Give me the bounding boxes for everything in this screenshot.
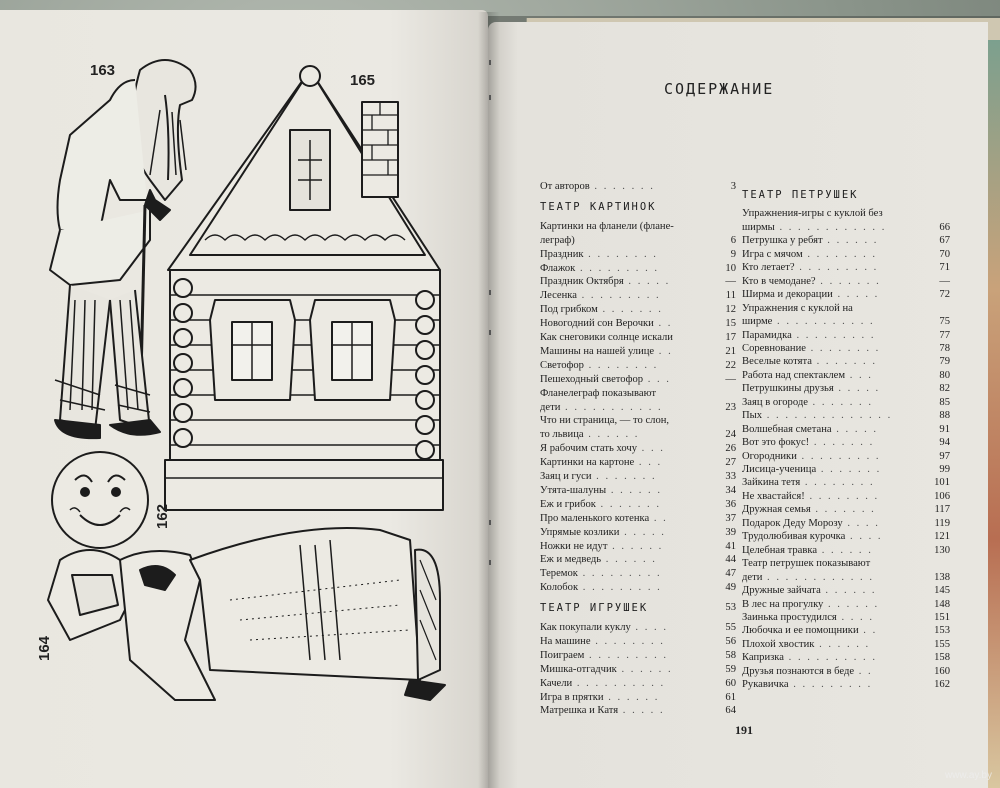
- toc-entry: [742, 357, 877, 368]
- toc-leader-dots: . . . . . . .: [811, 356, 877, 368]
- toc-entry: [742, 331, 875, 342]
- toc-leader-dots: . . .: [637, 443, 665, 455]
- toc-entry-title: Картинки на фланели (флане-: [540, 220, 674, 232]
- toc-leader-dots: . .: [858, 625, 878, 637]
- toc-page-number: 44: [725, 554, 736, 566]
- toc-leader-dots: . . . . . . . .: [804, 490, 880, 502]
- toc-leader-dots: . . . . . .: [603, 691, 660, 703]
- toc-entry-title: то львица: [540, 429, 584, 441]
- toc-entry: [540, 389, 656, 400]
- toc-leader-dots: . .: [653, 318, 673, 330]
- toc-page-number: 34: [725, 484, 736, 496]
- toc-leader-dots: . . . . . . . .: [583, 248, 658, 260]
- toc-column-right: [742, 190, 954, 720]
- toc-entry-title: Дружные зайчата: [742, 585, 821, 597]
- toc-leader-dots: . . . . .: [833, 383, 881, 395]
- toc-entry: [742, 290, 879, 301]
- toc-page-number: 70: [939, 248, 950, 260]
- toc-entry-title: Теремок: [540, 568, 578, 580]
- toc-entry: [540, 277, 670, 288]
- toc-entry-title: Флажок: [540, 262, 576, 274]
- toc-page-number: 88: [939, 410, 950, 422]
- toc-entry-title: Машины на нашей улице: [540, 345, 655, 357]
- toc-page-number: 101: [934, 477, 950, 489]
- toc-entry-title: Упражнения с куклой на: [742, 302, 853, 314]
- puppet-figures-illustration: [0, 0, 488, 788]
- toc-page-number: 80: [939, 369, 950, 381]
- toc-entry-title: Ширма и декорации: [742, 289, 833, 301]
- toc-entry: [742, 519, 880, 530]
- toc-page-number: 26: [725, 443, 736, 455]
- toc-page-number: 153: [934, 625, 950, 637]
- toc-page-number: 9: [730, 248, 736, 260]
- toc-page-number: 155: [934, 638, 950, 650]
- toc-entry: [742, 600, 879, 611]
- toc-leader-dots: . . . . . .: [814, 638, 871, 650]
- toc-entry: [742, 236, 878, 247]
- toc-entry: [742, 586, 877, 597]
- toc-entry-title: Не хвастайся!: [742, 490, 805, 502]
- toc-entry: [540, 569, 662, 580]
- toc-entry: [742, 209, 883, 220]
- toc-leader-dots: . . . .: [836, 611, 874, 623]
- toc-entry-title: Друзья познаются в беде: [742, 665, 855, 677]
- toc-page-number: 21: [725, 345, 736, 357]
- toc-entry: [540, 182, 655, 193]
- toc-leader-dots: . . . . . .: [823, 598, 880, 610]
- toc-entry-title: Светофор: [540, 359, 584, 371]
- toc-entry: [540, 444, 665, 455]
- toc-leader-dots: . . . . .: [831, 423, 879, 435]
- toc-entry: [540, 514, 668, 525]
- toc-leader-dots: . .: [649, 512, 668, 524]
- toc-entry-title: Рукавичка: [742, 679, 789, 691]
- toc-page-number: 60: [725, 677, 736, 689]
- figure-number-165: 165: [350, 72, 376, 89]
- toc-entry-title: Трудолюбивая курочка: [742, 531, 846, 543]
- toc-leader-dots: . . . . . .: [820, 585, 877, 597]
- page-number: 191: [735, 723, 753, 737]
- toc-leader-dots: . . . . . . . . .: [791, 329, 876, 341]
- binding-stitch: [489, 560, 491, 565]
- toc-leader-dots: . . . . . . .: [815, 275, 881, 287]
- toc-entry-title: Я рабочим стать хочу: [540, 443, 638, 455]
- toc-entry: [742, 384, 880, 395]
- toc-entry: [742, 425, 878, 436]
- toc-page-number: 160: [934, 665, 950, 677]
- toc-entry-title: дети: [742, 571, 763, 583]
- toc-entry-title: дети: [540, 401, 561, 413]
- toc-entry-title: Качели: [540, 677, 573, 689]
- toc-section-heading: [540, 202, 657, 214]
- toc-entry: [540, 333, 673, 344]
- toc-page-number: 119: [934, 517, 950, 529]
- toc-entry: [742, 452, 881, 463]
- toc-entry: [742, 559, 870, 570]
- toc-leader-dots: . . . . . . . . .: [576, 290, 661, 302]
- toc-entry-title: Под грибком: [540, 304, 598, 316]
- toc-entry-title: Огородники: [742, 450, 797, 462]
- toc-leader-dots: . .: [854, 665, 873, 677]
- toc-entry: [742, 398, 873, 409]
- toc-page-number: 145: [934, 585, 950, 597]
- toc-entry-title: Еж и грибок: [540, 498, 596, 510]
- toc-entry-title: Новогодний сон Верочки: [540, 318, 654, 330]
- toc-entry: [540, 706, 665, 717]
- toc-entry-title: Упрямые козлики: [540, 526, 620, 538]
- toc-entry-title: Праздник Октября: [540, 276, 624, 288]
- toc-page-number: 41: [725, 540, 736, 552]
- toc-entry-title: В лес на прогулку: [742, 598, 824, 610]
- toc-leader-dots: . . . . . . .: [595, 498, 661, 510]
- toc-page-number: 162: [934, 679, 950, 691]
- toc-leader-dots: . . . . . . .: [816, 464, 882, 475]
- toc-page-number: 53: [725, 602, 736, 614]
- toc-page-number: 10: [725, 262, 736, 274]
- toc-leader-dots: . . . . . . .: [807, 396, 873, 408]
- toc-entry: [540, 347, 673, 358]
- toc-page-number: 6: [730, 234, 736, 246]
- toc-entry-title: ТЕАТР ИГРУШЕК: [540, 602, 649, 615]
- toc-entry: [540, 555, 657, 566]
- toc-leader-dots: . . . .: [630, 622, 668, 633]
- toc-entry: [742, 653, 877, 664]
- toc-page-number: 91: [939, 423, 950, 435]
- toc-leader-dots: . . . . . . . . . . . .: [774, 221, 887, 233]
- toc-entry: [742, 626, 877, 637]
- toc-entry-title: Игра в прятки: [540, 691, 604, 703]
- toc-entry: [540, 403, 663, 414]
- toc-leader-dots: . . . . . .: [607, 540, 664, 552]
- toc-page-number: 148: [934, 598, 950, 610]
- toc-entry: [540, 264, 659, 275]
- kolobok-figure: [52, 452, 148, 548]
- toc-entry-title: ТЕАТР КАРТИНОК: [540, 200, 657, 213]
- toc-entry-title: Капризка: [742, 652, 784, 664]
- toc-entry-title: ширме: [742, 316, 773, 328]
- toc-entry: [540, 361, 658, 372]
- toc-entry: [540, 693, 659, 704]
- toc-page-number: 66: [939, 221, 950, 233]
- toc-page-number: 121: [934, 531, 950, 543]
- figure-number-164: 164: [36, 635, 54, 662]
- toc-entry-title: Как покупали куклу: [540, 622, 631, 633]
- toc-entry-title: Упражнения-игры с куклой без: [742, 208, 883, 220]
- toc-leader-dots: . . . . . . . . . .: [784, 652, 877, 664]
- toc-entry-title: Пых: [742, 410, 763, 422]
- toc-entry: [742, 532, 883, 543]
- toc-entry-title: Соревнование: [742, 342, 806, 354]
- toc-page-number: 130: [934, 544, 950, 556]
- toc-entry-title: Плохой хвостик: [742, 638, 815, 650]
- toc-entry: [540, 250, 658, 261]
- toc-page-number: 59: [725, 663, 736, 675]
- toc-entry: [540, 623, 668, 634]
- toc-page-number: 17: [725, 332, 736, 343]
- toc-entry-title: Театр петрушек показывают: [742, 558, 871, 570]
- figure-number-163: 163: [90, 62, 116, 79]
- toc-page-number: 97: [939, 450, 950, 462]
- toc-entry: [540, 236, 575, 247]
- toc-page-number: 82: [939, 383, 950, 395]
- toc-leader-dots: . . . . . . . . .: [794, 262, 879, 274]
- toc-entry: [540, 291, 661, 302]
- toc-section-heading: [540, 603, 648, 615]
- toc-entry-title: Волшебная сметана: [742, 423, 832, 435]
- toc-page-number: 11: [725, 290, 736, 302]
- toc-page-number: 12: [725, 304, 736, 316]
- toc-entry: [540, 458, 662, 469]
- toc-page-number: 77: [939, 329, 950, 341]
- toc-entry-title: Картинки на картоне: [540, 457, 635, 469]
- toc-page-number: 49: [725, 582, 736, 594]
- toc-entry-title: Заяц и гуси: [540, 471, 592, 482]
- figure-number-162: 162: [154, 503, 172, 530]
- toc-entry-title: Дружная семья: [742, 504, 811, 516]
- toc-page-number: 39: [725, 526, 736, 538]
- toc-leader-dots: . . . . . . . .: [583, 359, 659, 371]
- toc-page-number: 72: [939, 289, 950, 301]
- toc-entry: [742, 478, 875, 489]
- toc-page-number: —: [939, 275, 950, 287]
- toc-leader-dots: . . . . . . . .: [590, 635, 665, 647]
- toc-entry-title: Праздник: [540, 248, 584, 260]
- toc-leader-dots: . .: [654, 345, 673, 357]
- toc-leader-dots: . . . . .: [623, 276, 671, 288]
- wooden-house-figure: [165, 66, 443, 510]
- toc-entry: [742, 667, 873, 678]
- toc-entry-title: Парамидка: [742, 329, 792, 341]
- toc-entry: [742, 344, 880, 355]
- toc-entry-title: Еж и медведь: [540, 554, 602, 566]
- toc-entry: [540, 416, 669, 427]
- toc-leader-dots: . . . . .: [618, 705, 665, 717]
- toc-entry-title: Заинька простудился: [742, 611, 837, 623]
- toc-entry-title: Фланелеграф показывают: [540, 387, 656, 399]
- toc-entry: [742, 317, 875, 328]
- toc-page-number: 23: [725, 401, 736, 413]
- toc-entry-title: Вот это фокус!: [742, 437, 810, 449]
- toc-leader-dots: . . . . . . .: [809, 437, 875, 449]
- grandmother-figure: [48, 528, 445, 700]
- toc-leader-dots: . . . . . . . .: [800, 477, 875, 489]
- toc-section-heading: [742, 190, 859, 202]
- toc-page-number: 99: [939, 464, 950, 475]
- toc-leader-dots: . . . . . . . . .: [584, 649, 669, 661]
- toc-entry-title: Лисица-ученица: [742, 464, 817, 475]
- toc-entry-title: Веселые котята: [742, 356, 812, 368]
- toc-entry-title: Заяц в огороде: [742, 396, 808, 408]
- toc-entry-title: ТЕАТР ПЕТРУШЕК: [742, 189, 859, 201]
- toc-page-number: 61: [725, 691, 736, 703]
- toc-leader-dots: . . . .: [842, 517, 880, 529]
- toc-entry: [742, 465, 881, 476]
- toc-entry-title: Лесенка: [540, 290, 577, 302]
- toc-leader-dots: . . . . . . . .: [805, 342, 881, 354]
- toc-entry: [540, 222, 674, 233]
- binding-stitch: [489, 95, 491, 100]
- toc-page-number: 138: [934, 571, 950, 583]
- toc-page-number: 47: [725, 568, 736, 580]
- toc-page-number: 27: [725, 457, 736, 469]
- toc-entry: [742, 546, 873, 557]
- toc-page-number: 33: [725, 471, 736, 482]
- toc-page-number: 24: [725, 429, 736, 441]
- toc-entry: [540, 486, 662, 497]
- toc-leader-dots: . . . . . . . . . . . .: [762, 571, 874, 583]
- toc-page-number: 58: [725, 649, 736, 661]
- toc-entry: [540, 305, 663, 316]
- toc-entry: [742, 680, 872, 691]
- toc-entry-title: От авторов: [540, 181, 590, 192]
- toc-entry: [742, 613, 874, 624]
- toc-entry: [540, 542, 663, 553]
- toc-entry-title: Утята-шалуны: [540, 484, 607, 496]
- toc-page-number: —: [725, 276, 736, 288]
- toc-leader-dots: . . . . . .: [822, 235, 879, 247]
- toc-leader-dots: . . .: [634, 457, 663, 469]
- toc-leader-dots: . . . . . .: [601, 554, 657, 566]
- toc-leader-dots: . . . . . . . . . . .: [560, 401, 663, 413]
- toc-page-number: 64: [725, 705, 736, 717]
- toc-entry: [540, 472, 657, 483]
- toc-leader-dots: . . . . . . . .: [802, 248, 878, 260]
- toc-page-number: 94: [939, 437, 950, 449]
- toc-leader-dots: . . . . . .: [616, 663, 673, 675]
- toc-page-number: 3: [730, 181, 736, 192]
- toc-leader-dots: . . . . . .: [583, 429, 640, 441]
- toc-page-number: 117: [934, 504, 950, 516]
- toc-leader-dots: . . .: [643, 373, 671, 385]
- toc-page-number: 106: [934, 490, 950, 502]
- toc-entry-title: Целебная травка: [742, 544, 818, 556]
- toc-leader-dots: . . . . .: [619, 526, 666, 538]
- toc-entry-title: Зайкина тетя: [742, 477, 801, 489]
- toc-entry-title: Про маленького котенка: [540, 512, 650, 524]
- toc-entry: [540, 430, 639, 441]
- toc-entry-title: Петрушкины друзья: [742, 383, 834, 395]
- toc-page-number: 67: [939, 235, 950, 247]
- toc-entry-title: Любочка и ее помощники: [742, 625, 859, 637]
- binding-stitch: [489, 330, 491, 335]
- toc-entry-title: Кто летает?: [742, 262, 795, 274]
- toc-page-number: 79: [939, 356, 950, 368]
- toc-leader-dots: . . . . . .: [817, 544, 873, 556]
- toc-entry: [540, 665, 673, 676]
- toc-entry-title: Пешеходный светофор: [540, 373, 644, 385]
- toc-entry: [742, 438, 874, 449]
- toc-leader-dots: . . . .: [845, 531, 883, 543]
- toc-page-number: 37: [725, 512, 736, 524]
- toc-title: СОДЕРЖАНИЕ: [664, 80, 775, 98]
- toc-leader-dots: . . . . . . . . .: [578, 582, 662, 594]
- toc-leader-dots: . . . . . . . . . . . . . .: [762, 410, 893, 422]
- toc-leader-dots: . . . . . . . . .: [796, 450, 881, 462]
- binding-stitch: [489, 520, 491, 525]
- toc-entry: [742, 640, 870, 651]
- toc-entry: [742, 277, 881, 288]
- toc-page-number: 56: [725, 635, 736, 647]
- toc-leader-dots: . . . . . . . . . .: [572, 677, 666, 689]
- toc-entry: [540, 500, 661, 511]
- toc-page-number: 15: [725, 318, 736, 330]
- toc-entry-title: Что ни страница, — то слон,: [540, 415, 670, 427]
- toc-leader-dots: . . . . . . .: [810, 504, 876, 516]
- toc-page-number: —: [725, 373, 736, 385]
- binding-stitch: [489, 60, 491, 65]
- toc-entry-title: Работа над спектаклем: [742, 369, 846, 381]
- toc-entry: [742, 223, 886, 234]
- toc-entry-title: ширмы: [742, 221, 775, 233]
- toc-leader-dots: . . . . . . . . . . .: [772, 316, 875, 328]
- toc-entry-title: Ножки не идут: [540, 540, 608, 552]
- toc-leader-dots: . . . . . . . . .: [575, 262, 660, 274]
- toc-leader-dots: . . . . . . . . .: [788, 679, 873, 691]
- toc-page-number: 22: [725, 359, 736, 371]
- toc-entry-title: Как снеговики солнце искали: [540, 332, 673, 343]
- toc-entry: [540, 583, 662, 594]
- toc-page-number: 78: [939, 342, 950, 354]
- toc-leader-dots: . . . . .: [832, 289, 880, 301]
- watermark: www.ay.by: [944, 770, 992, 781]
- toc-page-number: 151: [934, 611, 950, 623]
- toc-column-left: [540, 182, 740, 722]
- toc-leader-dots: . . . . . . .: [597, 304, 663, 316]
- toc-entry: [540, 637, 665, 648]
- toc-entry-title: Колобок: [540, 582, 579, 594]
- toc-leader-dots: . . . . . . .: [589, 181, 655, 192]
- toc-entry: [540, 375, 671, 386]
- toc-entry: [742, 371, 873, 382]
- toc-entry-title: Кто в чемодане?: [742, 275, 816, 287]
- toc-page-number: 36: [725, 498, 736, 510]
- toc-entry-title: леграф): [540, 234, 575, 246]
- toc-page-number: 158: [934, 652, 950, 664]
- binding-stitch: [489, 290, 491, 295]
- toc-entry: [742, 505, 876, 516]
- toc-entry: [742, 411, 892, 422]
- toc-entry-title: Мишка-отгадчик: [540, 663, 617, 675]
- toc-entry: [540, 528, 666, 539]
- toc-entry: [742, 492, 879, 503]
- toc-page-number: 85: [939, 396, 950, 408]
- toc-page-number: 55: [725, 622, 736, 633]
- toc-leader-dots: . . . . . .: [606, 484, 662, 496]
- toc-entry: [540, 679, 665, 690]
- toc-entry: [540, 651, 668, 662]
- toc-page-number: 71: [939, 262, 950, 274]
- toc-entry: [742, 304, 853, 315]
- toc-leader-dots: . . . . . . .: [591, 471, 657, 482]
- toc-entry-title: Поиграем: [540, 649, 585, 661]
- toc-entry: [742, 250, 877, 261]
- toc-entry: [742, 263, 878, 274]
- toc-page-number: 75: [939, 316, 950, 328]
- toc-leader-dots: . . . . . . . . .: [577, 568, 662, 580]
- toc-entry-title: Подарок Деду Морозу: [742, 517, 843, 529]
- toc-leader-dots: . . .: [845, 369, 873, 381]
- toc-entry-title: На машине: [540, 635, 591, 647]
- toc-entry-title: Матрешка и Катя: [540, 705, 619, 717]
- toc-entry-title: Петрушка у ребят: [742, 235, 823, 247]
- toc-entry-title: Игра с мячом: [742, 248, 803, 260]
- toc-entry: [742, 573, 874, 584]
- toc-entry: [540, 319, 672, 330]
